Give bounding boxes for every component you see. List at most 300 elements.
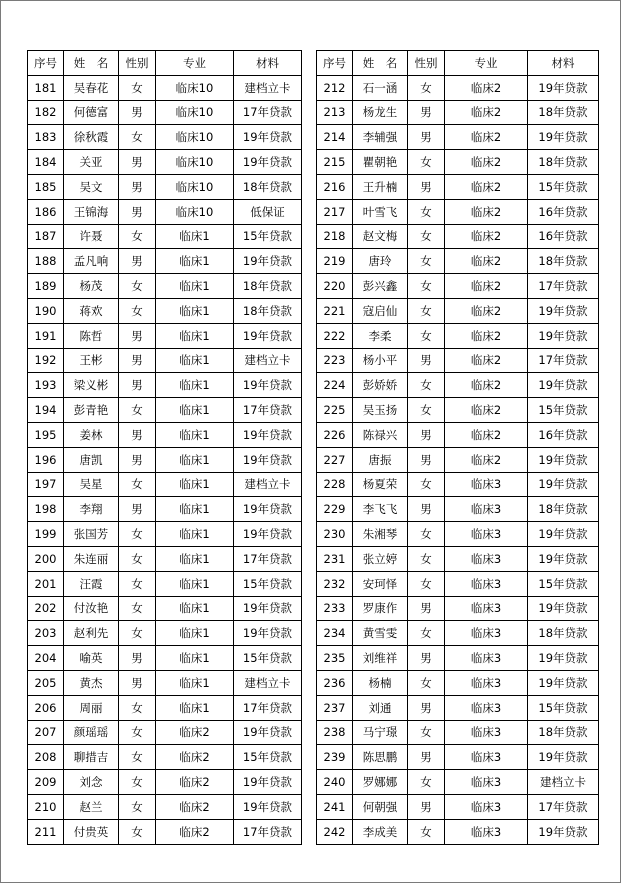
cell-sex: 女 (408, 670, 445, 695)
cell-major: 临床3 (445, 794, 528, 819)
table-row (28, 274, 302, 299)
header-major: 专业 (156, 51, 234, 76)
cell-name: 叶雪飞 (353, 199, 408, 224)
cell-no: 217 (317, 199, 353, 224)
table-row (28, 398, 302, 423)
cell-sex: 男 (408, 596, 445, 621)
cell-material: 18年贷款 (528, 720, 599, 745)
cell-material: 15年贷款 (234, 224, 302, 249)
cell-material: 建档立卡 (234, 472, 302, 497)
cell-material: 建档立卡 (234, 348, 302, 373)
cell-name: 李成美 (353, 819, 408, 844)
cell-sex: 女 (119, 522, 156, 547)
cell-material: 19年贷款 (234, 125, 302, 150)
table-row (317, 819, 599, 844)
cell-major: 临床1 (156, 249, 234, 274)
student-table-right (316, 50, 599, 845)
cell-sex: 男 (119, 174, 156, 199)
table-header-row (317, 51, 599, 76)
cell-no: 237 (317, 695, 353, 720)
cell-name: 黄杰 (64, 670, 119, 695)
table-row (317, 75, 599, 100)
cell-no: 183 (28, 125, 64, 150)
table-row (317, 422, 599, 447)
table-row (317, 646, 599, 671)
cell-name: 聊措吉 (64, 745, 119, 770)
cell-material: 19年贷款 (528, 323, 599, 348)
cell-name: 唐凯 (64, 447, 119, 472)
cell-name: 杨茂 (64, 274, 119, 299)
cell-name: 徐秋霞 (64, 125, 119, 150)
cell-material: 19年贷款 (234, 497, 302, 522)
cell-major: 临床2 (445, 150, 528, 175)
cell-material: 建档立卡 (234, 670, 302, 695)
cell-no: 204 (28, 646, 64, 671)
table-row (28, 125, 302, 150)
cell-name: 瞿朝艳 (353, 150, 408, 175)
cell-major: 临床1 (156, 373, 234, 398)
cell-major: 临床2 (445, 199, 528, 224)
cell-major: 临床3 (445, 522, 528, 547)
table-row (28, 224, 302, 249)
table-row (28, 596, 302, 621)
cell-major: 临床2 (156, 794, 234, 819)
cell-material: 19年贷款 (528, 646, 599, 671)
cell-name: 杨小平 (353, 348, 408, 373)
cell-name: 彭兴鑫 (353, 274, 408, 299)
cell-name: 杨龙生 (353, 100, 408, 125)
cell-material: 16年贷款 (528, 199, 599, 224)
cell-major: 临床2 (445, 373, 528, 398)
cell-sex: 男 (119, 100, 156, 125)
cell-sex: 女 (119, 571, 156, 596)
cell-major: 临床1 (156, 323, 234, 348)
cell-major: 临床1 (156, 596, 234, 621)
cell-sex: 男 (408, 348, 445, 373)
cell-material: 15年贷款 (234, 571, 302, 596)
cell-name: 吴文 (64, 174, 119, 199)
cell-sex: 女 (119, 621, 156, 646)
table-row (317, 794, 599, 819)
cell-sex: 女 (119, 298, 156, 323)
cell-major: 临床2 (445, 224, 528, 249)
table-row (317, 348, 599, 373)
cell-no: 233 (317, 596, 353, 621)
cell-sex: 女 (408, 298, 445, 323)
cell-no: 238 (317, 720, 353, 745)
header-name: 姓 名 (64, 51, 119, 76)
cell-name: 刘通 (353, 695, 408, 720)
cell-no: 205 (28, 670, 64, 695)
cell-name: 黄雪雯 (353, 621, 408, 646)
cell-material: 19年贷款 (528, 670, 599, 695)
cell-material: 15年贷款 (528, 695, 599, 720)
cell-material: 17年贷款 (528, 794, 599, 819)
cell-major: 临床3 (445, 720, 528, 745)
table-row (317, 770, 599, 795)
cell-name: 罗康作 (353, 596, 408, 621)
cell-major: 临床1 (156, 472, 234, 497)
cell-name: 马宁璟 (353, 720, 408, 745)
table-row (28, 249, 302, 274)
cell-major: 临床3 (445, 621, 528, 646)
cell-major: 临床3 (445, 745, 528, 770)
cell-sex: 女 (408, 571, 445, 596)
cell-no: 193 (28, 373, 64, 398)
cell-no: 187 (28, 224, 64, 249)
cell-no: 190 (28, 298, 64, 323)
cell-major: 临床2 (445, 100, 528, 125)
cell-major: 临床2 (445, 422, 528, 447)
cell-major: 临床2 (156, 720, 234, 745)
cell-major: 临床1 (156, 546, 234, 571)
cell-major: 临床3 (445, 497, 528, 522)
table-row (317, 621, 599, 646)
cell-sex: 女 (408, 770, 445, 795)
cell-major: 临床3 (445, 695, 528, 720)
cell-major: 临床1 (156, 497, 234, 522)
cell-sex: 女 (119, 398, 156, 423)
cell-name: 刘维祥 (353, 646, 408, 671)
cell-sex: 女 (408, 249, 445, 274)
cell-sex: 男 (119, 646, 156, 671)
cell-major: 临床2 (445, 398, 528, 423)
cell-material: 19年贷款 (234, 720, 302, 745)
cell-no: 199 (28, 522, 64, 547)
cell-name: 寇启仙 (353, 298, 408, 323)
cell-material: 19年贷款 (528, 75, 599, 100)
table-row (317, 472, 599, 497)
header-material: 材料 (528, 51, 599, 76)
cell-major: 临床1 (156, 398, 234, 423)
cell-name: 蒋欢 (64, 298, 119, 323)
cell-material: 19年贷款 (528, 596, 599, 621)
cell-material: 19年贷款 (234, 522, 302, 547)
table-row (28, 670, 302, 695)
cell-major: 临床1 (156, 447, 234, 472)
cell-major: 临床1 (156, 522, 234, 547)
cell-material: 15年贷款 (528, 174, 599, 199)
cell-sex: 男 (408, 794, 445, 819)
cell-no: 219 (317, 249, 353, 274)
cell-name: 王锦海 (64, 199, 119, 224)
cell-material: 17年贷款 (234, 398, 302, 423)
cell-sex: 女 (119, 125, 156, 150)
cell-no: 195 (28, 422, 64, 447)
header-name: 姓 名 (353, 51, 408, 76)
cell-no: 235 (317, 646, 353, 671)
cell-name: 唐振 (353, 447, 408, 472)
table-row (317, 323, 599, 348)
cell-no: 194 (28, 398, 64, 423)
header-no: 序号 (317, 51, 353, 76)
table-row (317, 398, 599, 423)
cell-no: 185 (28, 174, 64, 199)
cell-sex: 男 (408, 447, 445, 472)
table-row (317, 249, 599, 274)
cell-no: 181 (28, 75, 64, 100)
cell-name: 朱连丽 (64, 546, 119, 571)
table-row (317, 174, 599, 199)
cell-name: 关亚 (64, 150, 119, 175)
cell-no: 239 (317, 745, 353, 770)
cell-sex: 女 (119, 75, 156, 100)
cell-material: 17年贷款 (528, 274, 599, 299)
cell-name: 陈哲 (64, 323, 119, 348)
cell-material: 19年贷款 (234, 770, 302, 795)
cell-no: 225 (317, 398, 353, 423)
cell-name: 张国芳 (64, 522, 119, 547)
cell-major: 临床2 (445, 75, 528, 100)
cell-name: 吴玉扬 (353, 398, 408, 423)
cell-material: 19年贷款 (234, 596, 302, 621)
cell-name: 李翔 (64, 497, 119, 522)
cell-material: 18年贷款 (528, 150, 599, 175)
cell-material: 19年贷款 (528, 373, 599, 398)
cell-sex: 女 (408, 274, 445, 299)
table-row (28, 298, 302, 323)
cell-name: 赵利先 (64, 621, 119, 646)
table-row (28, 546, 302, 571)
table-row (28, 794, 302, 819)
cell-name: 杨夏荣 (353, 472, 408, 497)
cell-major: 临床2 (445, 174, 528, 199)
cell-no: 223 (317, 348, 353, 373)
cell-no: 213 (317, 100, 353, 125)
cell-no: 230 (317, 522, 353, 547)
cell-sex: 女 (119, 224, 156, 249)
cell-major: 临床10 (156, 125, 234, 150)
cell-sex: 女 (119, 472, 156, 497)
cell-no: 212 (317, 75, 353, 100)
cell-no: 214 (317, 125, 353, 150)
cell-no: 197 (28, 472, 64, 497)
cell-sex: 男 (119, 348, 156, 373)
table-row (317, 100, 599, 125)
cell-no: 241 (317, 794, 353, 819)
cell-name: 付贵英 (64, 819, 119, 844)
cell-no: 191 (28, 323, 64, 348)
cell-no: 182 (28, 100, 64, 125)
cell-major: 临床2 (445, 298, 528, 323)
cell-sex: 女 (119, 695, 156, 720)
cell-material: 19年贷款 (528, 819, 599, 844)
cell-sex: 男 (119, 422, 156, 447)
table-row (317, 522, 599, 547)
cell-major: 临床10 (156, 75, 234, 100)
cell-name: 陈禄兴 (353, 422, 408, 447)
cell-major: 临床10 (156, 199, 234, 224)
cell-no: 202 (28, 596, 64, 621)
cell-no: 210 (28, 794, 64, 819)
cell-name: 陈思鹏 (353, 745, 408, 770)
table-row (28, 571, 302, 596)
table-row (28, 646, 302, 671)
cell-name: 喻英 (64, 646, 119, 671)
table-row (28, 422, 302, 447)
cell-major: 临床1 (156, 422, 234, 447)
cell-no: 231 (317, 546, 353, 571)
cell-major: 临床2 (445, 125, 528, 150)
cell-major: 临床1 (156, 571, 234, 596)
cell-sex: 男 (408, 497, 445, 522)
cell-sex: 女 (119, 745, 156, 770)
cell-no: 220 (317, 274, 353, 299)
cell-name: 付汝艳 (64, 596, 119, 621)
cell-material: 16年贷款 (528, 224, 599, 249)
cell-name: 朱湘琴 (353, 522, 408, 547)
cell-no: 218 (317, 224, 353, 249)
cell-name: 颜瑶瑶 (64, 720, 119, 745)
cell-sex: 男 (119, 199, 156, 224)
cell-no: 192 (28, 348, 64, 373)
cell-material: 18年贷款 (234, 274, 302, 299)
cell-sex: 女 (408, 323, 445, 348)
table-row (317, 224, 599, 249)
cell-no: 209 (28, 770, 64, 795)
cell-material: 17年贷款 (234, 100, 302, 125)
cell-major: 临床3 (445, 571, 528, 596)
cell-name: 汪霞 (64, 571, 119, 596)
cell-sex: 女 (408, 819, 445, 844)
cell-name: 李柔 (353, 323, 408, 348)
table-row (317, 447, 599, 472)
cell-material: 18年贷款 (234, 298, 302, 323)
cell-sex: 女 (408, 398, 445, 423)
cell-name: 何德富 (64, 100, 119, 125)
cell-material: 19年贷款 (528, 447, 599, 472)
cell-name: 吴星 (64, 472, 119, 497)
cell-no: 208 (28, 745, 64, 770)
table-row (28, 150, 302, 175)
cell-name: 杨楠 (353, 670, 408, 695)
cell-material: 15年贷款 (528, 571, 599, 596)
cell-major: 临床1 (156, 274, 234, 299)
table-row (317, 745, 599, 770)
cell-major: 临床2 (445, 249, 528, 274)
cell-material: 18年贷款 (234, 174, 302, 199)
cell-material: 19年贷款 (528, 298, 599, 323)
table-row (28, 75, 302, 100)
cell-material: 19年贷款 (234, 621, 302, 646)
cell-name: 王升楠 (353, 174, 408, 199)
cell-material: 19年贷款 (234, 150, 302, 175)
table-row (28, 745, 302, 770)
cell-no: 232 (317, 571, 353, 596)
cell-material: 建档立卡 (234, 75, 302, 100)
cell-sex: 女 (119, 546, 156, 571)
cell-major: 临床2 (156, 770, 234, 795)
cell-material: 18年贷款 (528, 249, 599, 274)
cell-sex: 女 (408, 150, 445, 175)
cell-major: 临床1 (156, 621, 234, 646)
cell-sex: 女 (119, 596, 156, 621)
cell-major: 临床10 (156, 100, 234, 125)
cell-name: 李飞飞 (353, 497, 408, 522)
cell-material: 19年贷款 (234, 323, 302, 348)
cell-major: 临床2 (445, 447, 528, 472)
header-major: 专业 (445, 51, 528, 76)
cell-name: 许聂 (64, 224, 119, 249)
cell-no: 201 (28, 571, 64, 596)
cell-major: 临床2 (156, 745, 234, 770)
cell-major: 临床10 (156, 174, 234, 199)
cell-major: 临床1 (156, 646, 234, 671)
cell-no: 242 (317, 819, 353, 844)
cell-major: 临床2 (445, 348, 528, 373)
cell-no: 196 (28, 447, 64, 472)
cell-no: 184 (28, 150, 64, 175)
table-row (317, 497, 599, 522)
header-no: 序号 (28, 51, 64, 76)
table-row (28, 348, 302, 373)
cell-sex: 女 (408, 75, 445, 100)
cell-no: 200 (28, 546, 64, 571)
cell-name: 张立婷 (353, 546, 408, 571)
cell-name: 李辅强 (353, 125, 408, 150)
cell-sex: 女 (408, 472, 445, 497)
table-row (317, 695, 599, 720)
cell-no: 240 (317, 770, 353, 795)
cell-name: 石一涵 (353, 75, 408, 100)
table-header-row (28, 51, 302, 76)
cell-sex: 男 (119, 373, 156, 398)
cell-sex: 女 (408, 546, 445, 571)
cell-sex: 女 (408, 373, 445, 398)
cell-sex: 女 (408, 720, 445, 745)
table-row (28, 770, 302, 795)
cell-no: 206 (28, 695, 64, 720)
cell-major: 临床3 (445, 546, 528, 571)
table-row (317, 150, 599, 175)
cell-name: 赵兰 (64, 794, 119, 819)
cell-no: 227 (317, 447, 353, 472)
cell-material: 17年贷款 (234, 546, 302, 571)
cell-no: 224 (317, 373, 353, 398)
cell-sex: 男 (119, 150, 156, 175)
table-row (28, 720, 302, 745)
cell-material: 19年贷款 (528, 745, 599, 770)
cell-major: 临床2 (445, 274, 528, 299)
table-row (28, 522, 302, 547)
cell-name: 赵文梅 (353, 224, 408, 249)
cell-major: 临床3 (445, 770, 528, 795)
cell-name: 唐玲 (353, 249, 408, 274)
cell-material: 19年贷款 (528, 522, 599, 547)
cell-name: 彭娇娇 (353, 373, 408, 398)
cell-sex: 男 (408, 745, 445, 770)
cell-major: 临床3 (445, 646, 528, 671)
cell-no: 236 (317, 670, 353, 695)
cell-sex: 女 (119, 720, 156, 745)
table-row (317, 274, 599, 299)
cell-name: 罗娜娜 (353, 770, 408, 795)
cell-sex: 女 (408, 522, 445, 547)
student-table-left (27, 50, 302, 845)
cell-sex: 男 (119, 447, 156, 472)
cell-major: 临床1 (156, 670, 234, 695)
cell-material: 17年贷款 (234, 695, 302, 720)
cell-major: 临床2 (156, 819, 234, 844)
cell-sex: 男 (408, 100, 445, 125)
table-row (317, 298, 599, 323)
table-row (28, 472, 302, 497)
table-row (28, 695, 302, 720)
cell-material: 19年贷款 (234, 249, 302, 274)
cell-no: 221 (317, 298, 353, 323)
cell-major: 临床10 (156, 150, 234, 175)
cell-sex: 男 (119, 323, 156, 348)
